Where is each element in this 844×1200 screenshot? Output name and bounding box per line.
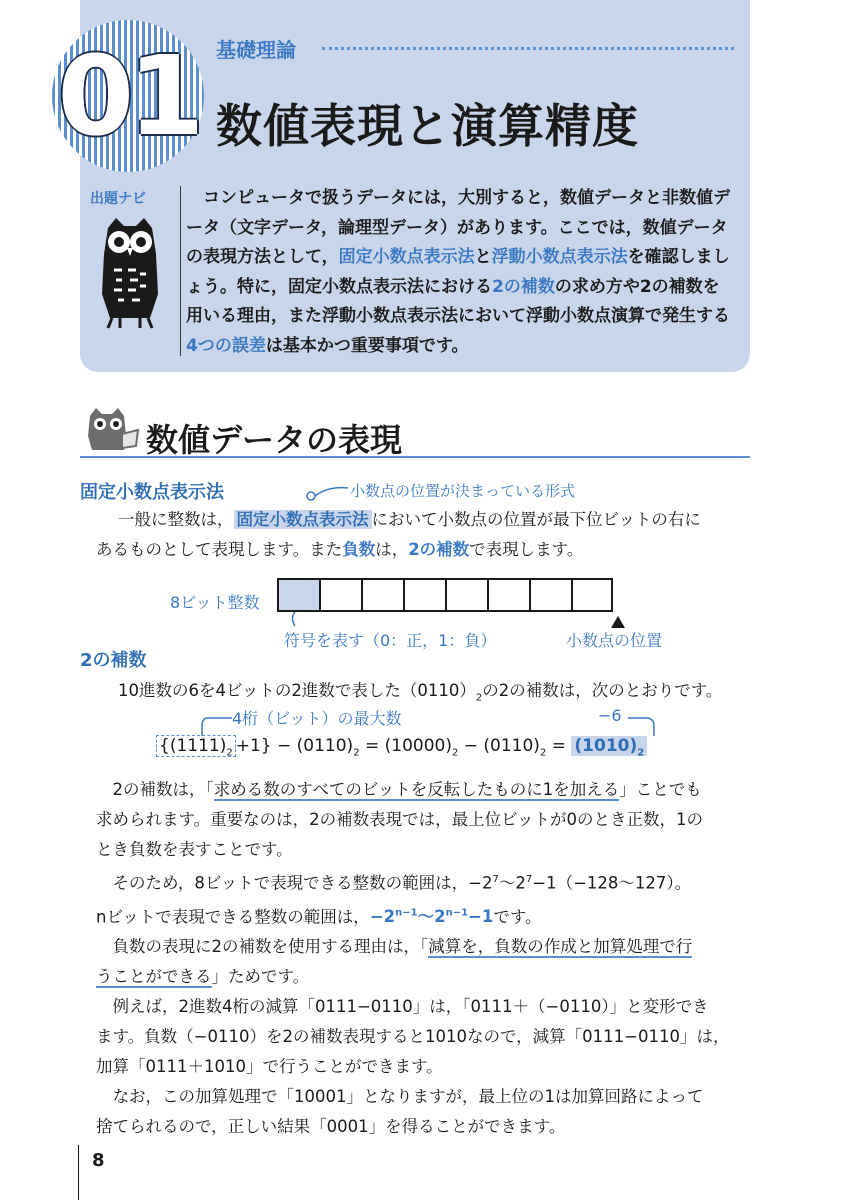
twos-intro bbox=[118, 676, 722, 713]
bit-cell bbox=[361, 578, 403, 612]
formula-b: +1} − (0110) bbox=[235, 736, 354, 756]
p1-c: 求められます。重要なのは，2の補数表現では，最上位ビットが0のとき正数，1の bbox=[96, 810, 704, 829]
p1-a: 2の補数は，「 bbox=[112, 780, 214, 799]
twos-intro-a: 10進数の6を4ビットの2進数で表した（0110） bbox=[118, 681, 476, 700]
fp-negative: 負数 bbox=[342, 540, 376, 559]
p3-hl-sup2: n−1 bbox=[445, 907, 469, 919]
intro-part-4: は基本かつ重要事項です。 bbox=[265, 335, 469, 356]
twos-paragraphs bbox=[96, 775, 756, 1142]
formula-c: = (10000) bbox=[359, 736, 452, 756]
fixed-point-note: 小数点の位置が決まっている形式 bbox=[350, 482, 576, 500]
navi-divider bbox=[180, 186, 181, 356]
fp-text-2: において小数点の位置が最下位ビットの右に bbox=[371, 510, 701, 529]
bit-diagram bbox=[277, 578, 613, 612]
fp-text-5: で表現します。 bbox=[469, 540, 584, 559]
chapter-number-badge bbox=[52, 20, 204, 172]
p1-underline: 求める数のすべてのビットを反転したものに1を加える bbox=[213, 780, 620, 799]
fp-highlight: 固定小数点表示法 bbox=[234, 510, 372, 529]
navi-label: 出題ナビ bbox=[90, 191, 146, 207]
bit-cell bbox=[319, 578, 361, 612]
p4-a: 負数の表現に2の補数を使用する理由は，「 bbox=[112, 937, 429, 956]
p6-a: なお，この加算処理で「10001」となりますが，最上位の1は加算回路によって bbox=[112, 1087, 704, 1106]
bit-cell bbox=[529, 578, 571, 612]
bit-cell bbox=[487, 578, 529, 612]
intro-part-2: を確認しましょう。特に，固定小数点表示法における bbox=[186, 247, 730, 297]
p2-a: そのため，8ビットで表現できる整数の範囲は，−2 bbox=[112, 873, 493, 893]
section-divider bbox=[80, 456, 750, 458]
fixed-point-line-2 bbox=[96, 535, 583, 565]
formula-e: = bbox=[546, 736, 572, 756]
p1-b: 」ことでも bbox=[619, 780, 702, 799]
neg-note: −6 bbox=[598, 706, 622, 725]
page-title: 数値表現と演算精度 bbox=[216, 99, 639, 153]
formula-a: {(1111) bbox=[159, 736, 227, 756]
fp-twos: 2の補数 bbox=[408, 540, 470, 559]
p2-c: −1（−128〜127）。 bbox=[532, 873, 692, 893]
p4-underline-2: うことができる bbox=[96, 967, 212, 986]
intro-twos-term: 2の補数 bbox=[492, 276, 555, 297]
bit-cell bbox=[445, 578, 487, 612]
p3-hl-a: −2 bbox=[369, 907, 396, 926]
triangle-pointer-icon bbox=[611, 616, 625, 628]
sub-2: 2 bbox=[539, 747, 547, 759]
twos-intro-b: の2の補数は，次のとおりです。 bbox=[482, 681, 723, 700]
twos-heading: 2の補数 bbox=[80, 650, 147, 671]
sub-2: 2 bbox=[353, 747, 360, 759]
p3-hl-sup1: n−1 bbox=[395, 907, 418, 919]
sign-bit bbox=[277, 578, 319, 612]
intro-text bbox=[186, 184, 734, 361]
p5-b: ます。負数（−0110）を2の補数表現すると1010なので，減算「0111−0110」は， bbox=[96, 1027, 730, 1046]
intro-float-term: 浮動小数点表示法 bbox=[491, 247, 628, 267]
fixed-point-line-1 bbox=[118, 505, 701, 535]
p4-underline-1: 減算を，負数の作成と加算処理で行 bbox=[428, 937, 693, 956]
neg-note-connector bbox=[628, 712, 656, 738]
twos-formula bbox=[156, 736, 647, 758]
sub-2: 2 bbox=[451, 747, 459, 759]
p4-b: 」ためです。 bbox=[211, 967, 310, 986]
p2-sup1: 7 bbox=[492, 874, 499, 885]
intro-and: と bbox=[474, 247, 492, 267]
p6-b: 捨てられるので，正しい結果「0001」を得ることができます。 bbox=[96, 1117, 566, 1136]
point-note: 小数点の位置 bbox=[566, 631, 663, 650]
small-owl-icon bbox=[84, 406, 140, 452]
sub-2: 2 bbox=[637, 747, 645, 759]
fixed-point-heading: 固定小数点表示法 bbox=[80, 482, 224, 503]
p5-a: 例えば，2進数4桁の減算「0111−0110」は，「0111＋（−0110）」と変形でき bbox=[112, 997, 709, 1016]
formula-d: − (0110) bbox=[458, 736, 540, 756]
fp-text-1: 一般に整数は， bbox=[118, 510, 234, 529]
bit-cell bbox=[403, 578, 445, 612]
p2-sup2: 7 bbox=[525, 874, 533, 885]
intro-part-3: の求め方や2の補数を用いる理由，また浮動小数点表示法において浮動小数点演算で発生する bbox=[186, 276, 730, 326]
sub-2: 2 bbox=[475, 692, 483, 704]
bit-diagram-label: 8ビット整数 bbox=[170, 593, 260, 612]
intro-fixed-term: 固定小数点表示法 bbox=[338, 247, 475, 267]
formula-result: (1010) bbox=[574, 736, 638, 756]
section-title: 数値データの表現 bbox=[146, 421, 403, 459]
p5-c: 加算「0111＋1010」で行うことができます。 bbox=[96, 1057, 443, 1076]
owl-icon bbox=[94, 214, 166, 332]
page-bar bbox=[78, 1145, 79, 1200]
page-number: 8 bbox=[92, 1150, 105, 1171]
fp-text-3: あるものとして表現します。また bbox=[96, 540, 343, 559]
p3-hl-b: 〜2 bbox=[417, 907, 446, 926]
bit-cell bbox=[571, 578, 613, 612]
sign-note: 符号を表す（0：正，1：負） bbox=[284, 631, 497, 650]
category-label: 基礎理論 bbox=[216, 38, 296, 62]
p2-b: 〜2 bbox=[498, 873, 526, 893]
category-divider bbox=[322, 47, 734, 50]
p3-b: です。 bbox=[493, 907, 542, 926]
p3-a: nビットで表現できる整数の範囲は， bbox=[96, 907, 370, 926]
fp-text-4: は， bbox=[375, 540, 409, 559]
p1-d: とき負数を表すことです。 bbox=[96, 840, 293, 859]
note-connector bbox=[304, 482, 350, 504]
p3-hl-c: −1 bbox=[468, 907, 494, 926]
chapter-number: 01 bbox=[57, 32, 199, 160]
max-note: 4桁（ビット）の最大数 bbox=[232, 709, 402, 728]
intro-errors-term: 4つの誤差 bbox=[186, 335, 266, 356]
intro-part-1: コンピュータで扱うデータには，大別すると，数値データと非数値データ（文字データ，論理型データ）があります。ここでは，数値データの表現方法として， bbox=[186, 188, 730, 267]
sub-2: 2 bbox=[226, 747, 233, 759]
